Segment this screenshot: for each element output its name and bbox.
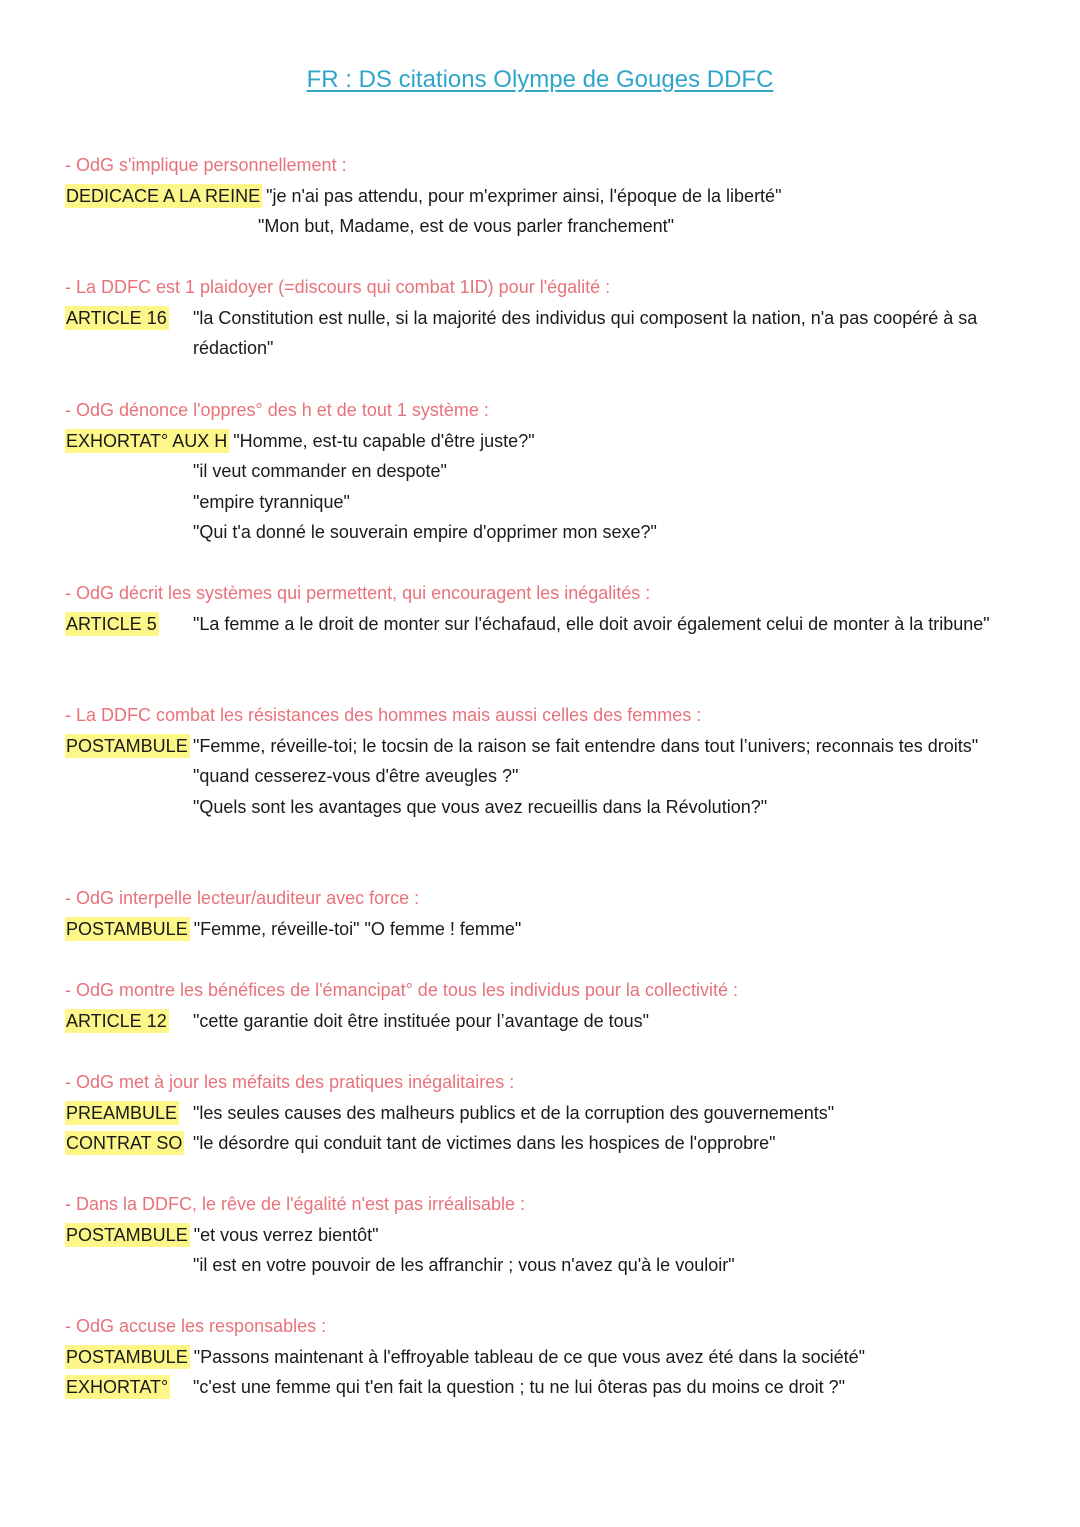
quote-line: "il veut commander en despote" [193, 461, 447, 481]
section-benefices [65, 975, 1025, 1036]
source-label: POSTAMBULE [66, 918, 188, 939]
source-label: ARTICLE 12 [66, 1010, 167, 1031]
citation-row [65, 1220, 1025, 1251]
source-label: ARTICLE 16 [66, 307, 167, 328]
citation-row [65, 426, 1025, 457]
section-heading: - OdG accuse les responsables : [65, 1316, 327, 1336]
source-label: PREAMBULE [66, 1102, 178, 1123]
section-heading: - La DDFC est 1 plaidoyer (=discours qui combat 1ID) pour l'égalité : [65, 277, 611, 297]
citation-row [65, 1372, 1025, 1403]
citation-row [65, 609, 1025, 640]
section-heading: - OdG montre les bénéfices de l'émancipat° de tous les individus pour la collectivité : [65, 980, 738, 1000]
quote-line: "je n'ai pas attendu, pour m'exprimer ainsi, l'époque de la liberté" [266, 185, 782, 206]
section-plaidoyer [65, 272, 1025, 364]
quote-line: "Passons maintenant à l'effroyable tableau de ce que vous avez été dans la société" [193, 1346, 866, 1367]
section-mefaits [65, 1067, 1025, 1159]
section-reve [65, 1189, 1025, 1281]
citation-row [65, 1342, 1025, 1373]
quote-line: "et vous verrez bientôt" [193, 1224, 379, 1245]
quote-line: "empire tyrannique" [193, 491, 350, 512]
quote-line: "les seules causes des malheurs publics et de la corruption des gouvernements" [193, 1102, 835, 1123]
source-label: CONTRAT SO [66, 1133, 183, 1153]
quote-line: "la Constitution est nulle, si la majorité des individus qui composent la nation, n'a pas coopéré à sa rédaction" [193, 307, 978, 358]
citation-row [65, 1098, 1025, 1129]
section-interpelle [65, 883, 1025, 944]
quote-line: "quand cesserez-vous d'être aveugles ?" [193, 766, 519, 786]
citation-row [65, 731, 1025, 762]
section-implication [65, 150, 1025, 242]
section-heading: - OdG met à jour les méfaits des pratiques inégalitaires : [65, 1072, 515, 1092]
source-label: EXHORTAT° [66, 1377, 169, 1397]
section-heading: - La DDFC combat les résistances des hommes mais aussi celles des femmes : [65, 705, 702, 725]
citation-row [65, 181, 1025, 212]
source-label: POSTAMBULE [66, 1346, 188, 1367]
quote-line: "Mon but, Madame, est de vous parler franchement" [258, 216, 674, 236]
source-label: POSTAMBULE [66, 1224, 188, 1245]
citation-row [65, 914, 1025, 945]
quote-line: "Homme, est-tu capable d'être juste?" [233, 430, 535, 451]
section-heading: - OdG s'implique personnellement : [65, 155, 347, 175]
citation-row [65, 303, 1025, 364]
source-label: POSTAMBULE [66, 735, 188, 756]
quote-line: "le désordre qui conduit tant de victimes dans les hospices de l'opprobre" [193, 1133, 776, 1153]
source-label: DEDICACE A LA REINE [66, 185, 261, 206]
section-heading: - OdG interpelle lecteur/auditeur avec force : [65, 888, 420, 908]
quote-line: "c'est une femme qui t'en fait la question ; tu ne lui ôteras pas du moins ce droit ?" [193, 1377, 846, 1397]
quote-line: "il est en votre pouvoir de les affranchir ; vous n'avez qu'à le vouloir" [193, 1255, 735, 1275]
quote-line: "Quels sont les avantages que vous avez recueillis dans la Révolution?" [193, 796, 768, 817]
section-oppression [65, 395, 1025, 548]
section-heading: - Dans la DDFC, le rêve de l'égalité n'est pas irréalisable : [65, 1194, 526, 1214]
quote-line: "Femme, réveille-toi" "O femme ! femme" [193, 918, 522, 939]
quote-line: "Femme, réveille-toi; le tocsin de la raison se fait entendre dans tout l’univers; reconnais tes droits" [193, 735, 979, 756]
section-resistances [65, 700, 1025, 822]
citation-row [65, 1006, 1025, 1037]
citation-row [65, 1128, 1025, 1159]
section-heading: - OdG dénonce l'oppres° des h et de tout 1 système : [65, 400, 489, 420]
quote-line: "cette garantie doit être instituée pour l’avantage de tous" [193, 1010, 650, 1031]
page-title: FR : DS citations Olympe de Gouges DDFC [306, 66, 774, 93]
section-responsables [65, 1311, 1025, 1403]
quote-line: "Qui t'a donné le souverain empire d'opprimer mon sexe?" [193, 522, 657, 542]
section-heading: - OdG décrit les systèmes qui permettent, qui encouragent les inégalités : [65, 583, 651, 603]
quote-line: "La femme a le droit de monter sur l'échafaud, elle doit avoir également celui de monter à la tribune" [193, 613, 990, 634]
source-label: EXHORTAT° AUX H [66, 430, 228, 451]
section-systemes [65, 578, 1025, 639]
source-label: ARTICLE 5 [66, 613, 157, 634]
